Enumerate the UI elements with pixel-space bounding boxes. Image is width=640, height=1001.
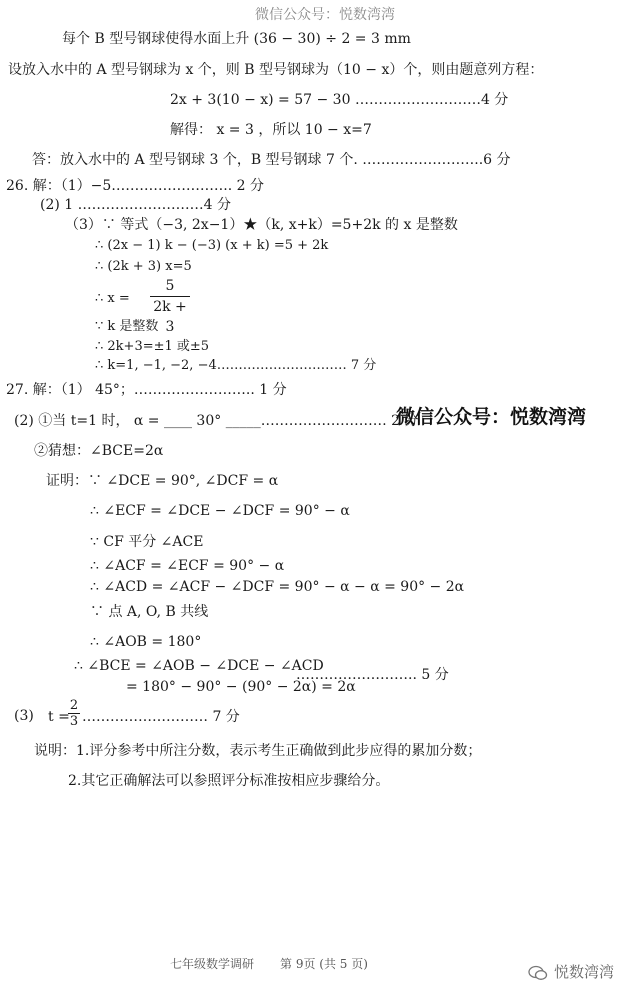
- proof-line: ∴ ∠BCE = ∠AOB − ∠DCE − ∠ACD: [74, 658, 324, 674]
- q27-part2: (2) ①当 t=1 时， α = ____ 30° _____……………………… 2 分: [14, 413, 419, 429]
- proof-line: ∵ CF 平分 ∠ACE: [90, 534, 204, 550]
- text-line: 每个 B 型号钢球使得水面上升 (36 − 30) ÷ 2 = 3 mm: [62, 31, 411, 47]
- proof-line: ∴ ∠AOB = 180°: [90, 634, 202, 650]
- fraction-denominator: 2k + 3: [150, 296, 190, 337]
- q26-part3: （3）∵ 等式（−3, 2x−1）★（k, x+k）=5+2k 的 x 是整数: [65, 217, 458, 233]
- note-line: 2.其它正确解法可以参照评分标准按相应步骤给分。: [68, 773, 390, 789]
- math-line: ∴ k=1, −1, −2, −4………………………… 7 分: [95, 358, 377, 373]
- page-header-watermark: 微信公众号：悦数湾湾: [255, 7, 395, 23]
- solution-line: 解得： x = 3 ，所以 10 − x=7: [170, 122, 372, 138]
- note-line: 说明：1.评分参考中所注分数，表示考生正确做到此步应得的累加分数；: [34, 743, 482, 759]
- fraction-denominator: 3: [69, 714, 79, 729]
- math-line: ∴ (2k + 3) x=5: [95, 259, 192, 274]
- math-line: ∵ k 是整数: [95, 319, 159, 334]
- proof-line: ∴ ∠ECF = ∠DCE − ∠DCF = 90° − α: [90, 503, 350, 519]
- watermark-text: 微信公众号：悦数湾湾: [396, 406, 587, 428]
- conjecture-line: ②猜想：∠BCE=2α: [34, 443, 164, 459]
- q26-part2: (2) 1 ………………………4 分: [40, 197, 231, 213]
- q26-part1: 26. 解：（1）−5…………………….. 2 分: [6, 178, 264, 194]
- score-5: …………………….. 5 分: [296, 667, 449, 683]
- wechat-icon: [528, 965, 548, 986]
- equation-line: 2x + 3(10 − x) = 57 − 30 ………………………4 分: [170, 92, 509, 108]
- score-7: ……………………… 7 分: [82, 709, 240, 725]
- math-line: ∴ (2x − 1) k − (−3) (x + k) =5 + 2k: [95, 238, 329, 253]
- q27-part1: 27. 解：（1） 45°；…………………….. 1 分: [6, 382, 287, 398]
- proof-line: ∵ 点 A, O, B 共线: [90, 604, 209, 620]
- fraction-lhs: ∴ x =: [95, 291, 130, 306]
- text-line: 设放入水中的 A 型号钢球为 x 个，则 B 型号钢球为（10 − x）个，则由题意列方程：: [8, 62, 544, 78]
- footer-course: 七年级数学调研: [170, 957, 255, 971]
- proof-line: = 180° − 90° − (90° − 2α) = 2α: [126, 679, 356, 695]
- fraction-lhs: t =: [48, 709, 70, 725]
- brand-name: 悦数湾湾: [554, 963, 615, 981]
- proof-line: ∴ ∠ACD = ∠ACF − ∠DCF = 90° − α − α = 90° − 2α: [90, 579, 465, 595]
- answer-line: 答：放入水中的 A 型号钢球 3 个，B 型号钢球 7 个. ……………………..6 分: [32, 152, 511, 168]
- proof-line: ∴ ∠ACF = ∠ECF = 90° − α: [90, 558, 285, 574]
- q27-part3-label: (3): [14, 708, 34, 724]
- fraction-t: [68, 698, 80, 729]
- footer-page: 第 9页 (共 5 页): [280, 957, 368, 971]
- fraction-numerator: 5: [165, 278, 175, 294]
- fraction-numerator: 2: [69, 698, 79, 713]
- proof-line: 证明：∵ ∠DCE = 90°, ∠DCF = α: [46, 473, 279, 489]
- math-line: ∴ 2k+3=±1 或±5: [95, 339, 210, 354]
